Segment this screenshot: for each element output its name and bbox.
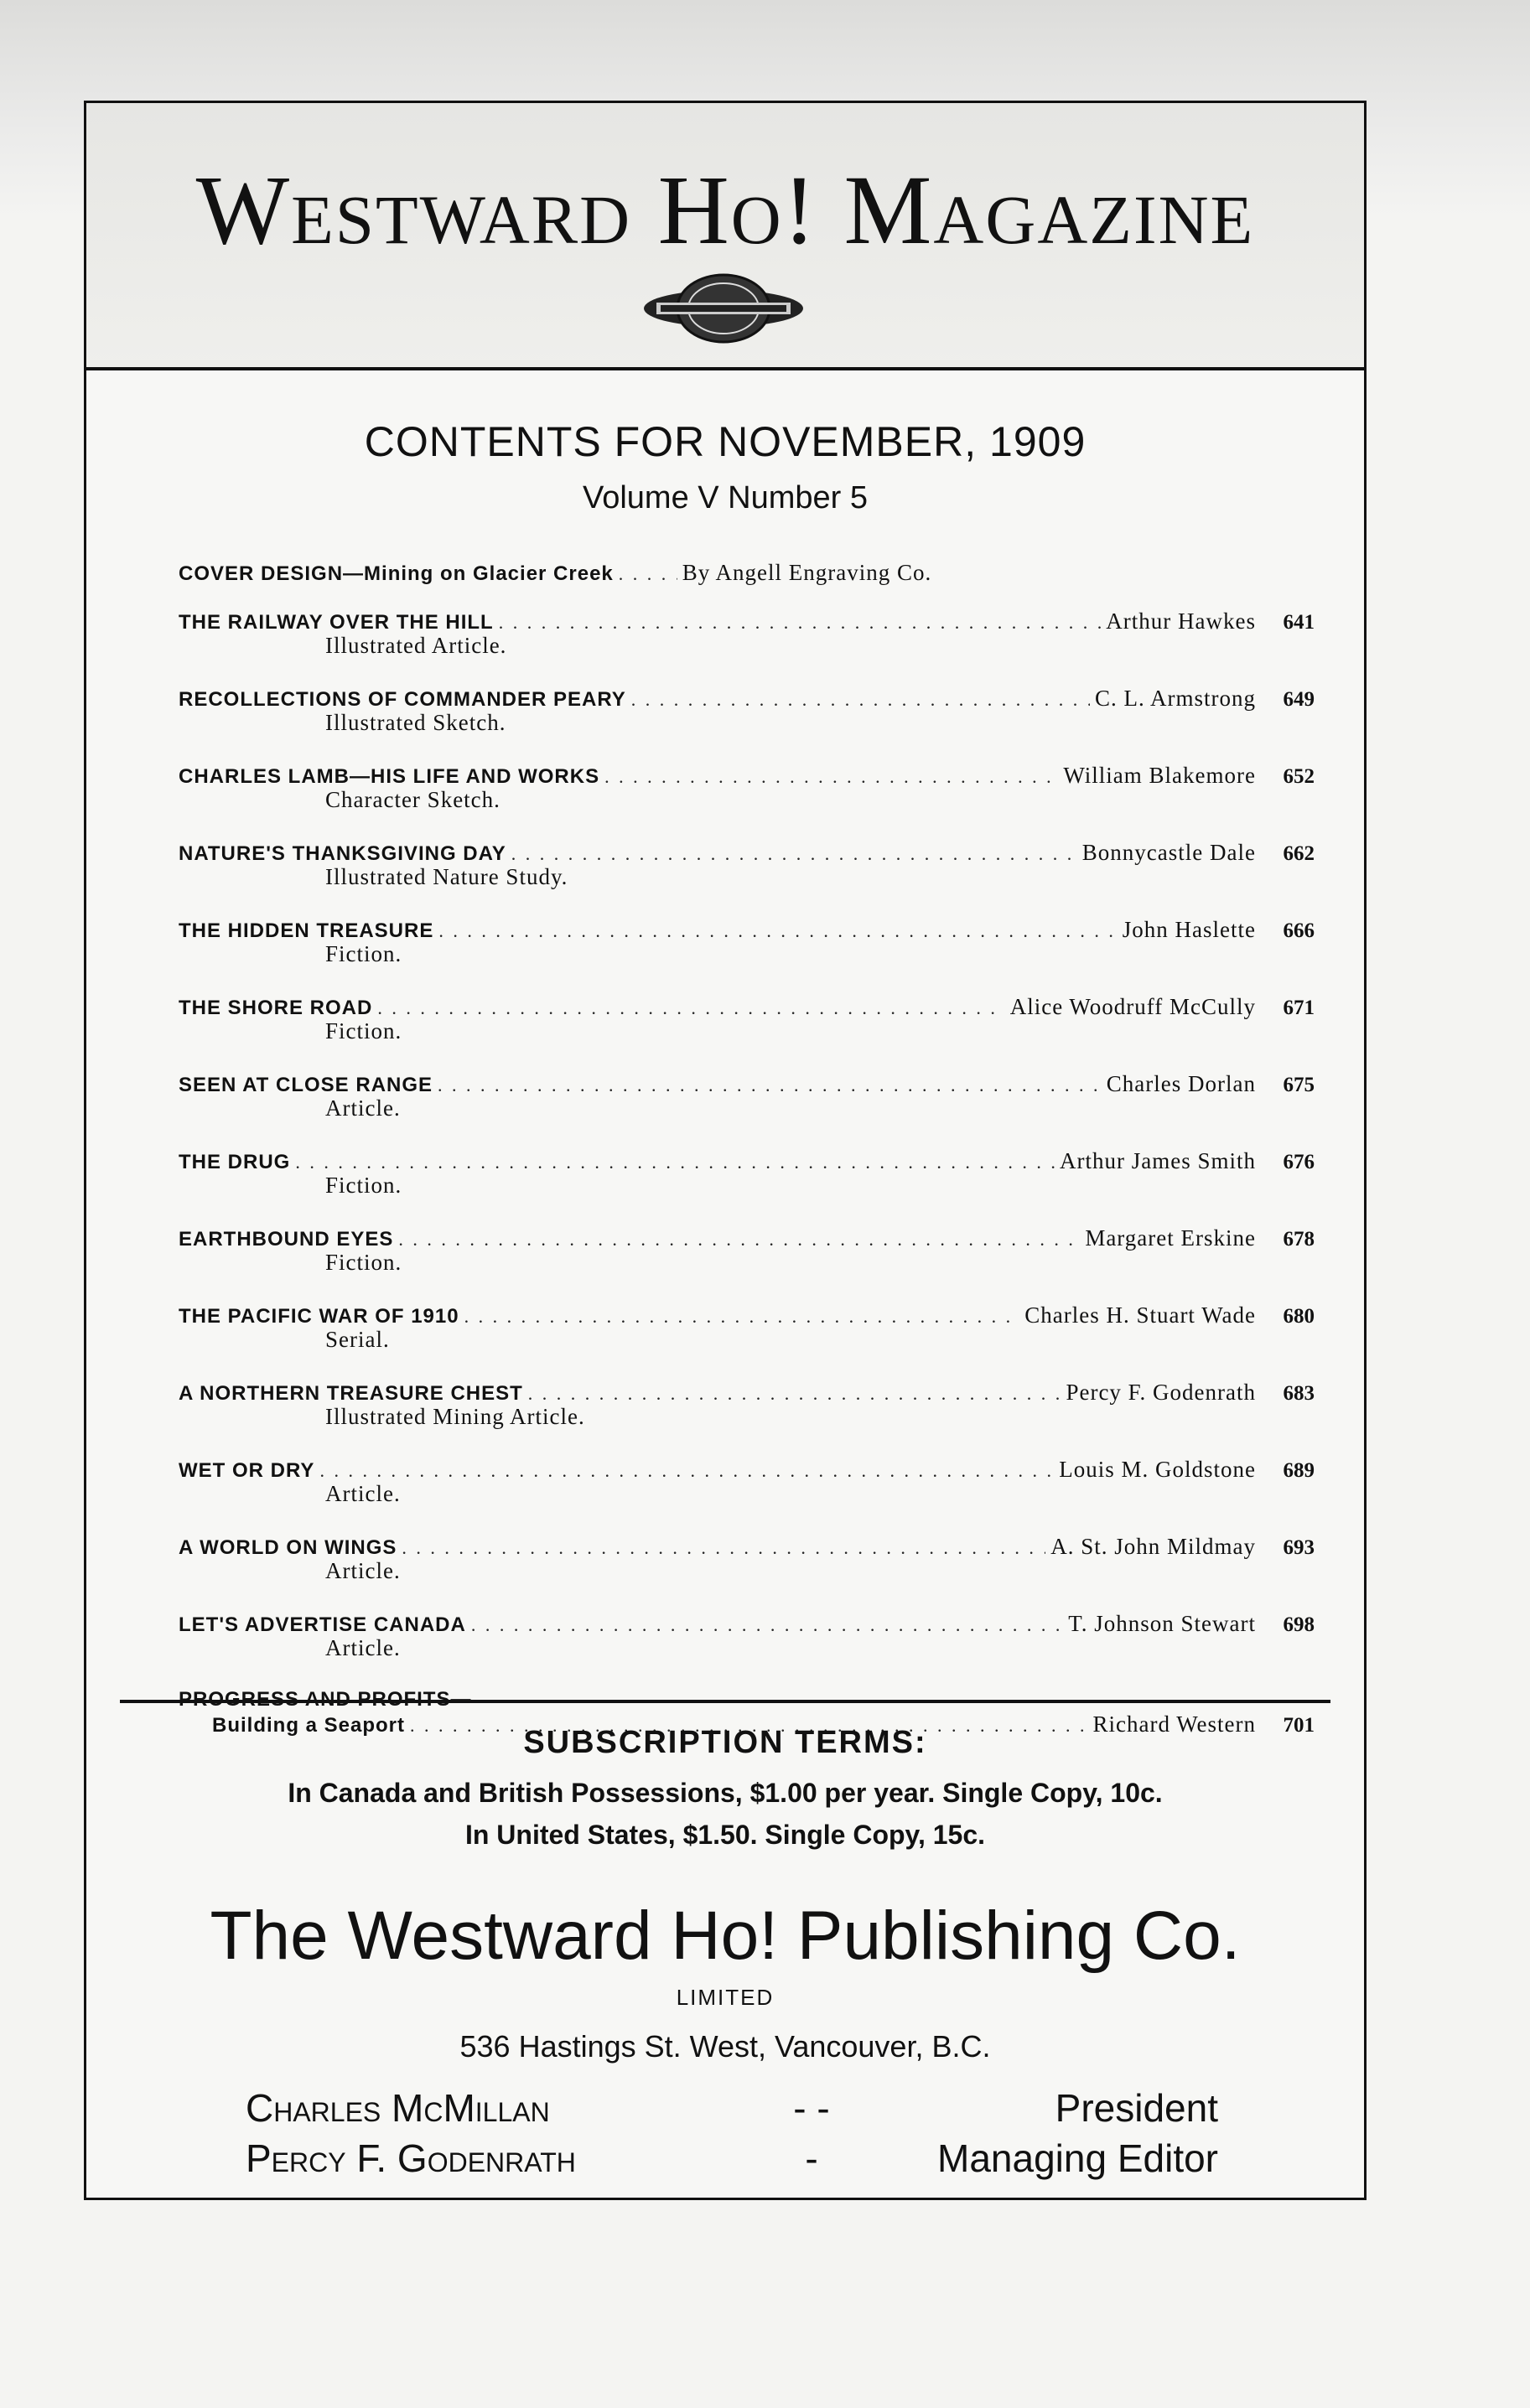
leader-dots [438,1075,1102,1096]
toc-subtitle: Illustrated Article. [325,633,507,658]
toc-page: 689 [1283,1459,1315,1482]
officer-row [246,2085,1218,2131]
toc-title: COVER DESIGN—Mining on Glacier Creek [179,562,614,585]
toc-author: Bonnycastle Dale [1081,840,1256,865]
officer-dash: - [805,2136,818,2180]
toc-title: A NORTHERN TREASURE CHEST [179,1382,523,1405]
toc-page: 662 [1283,842,1315,865]
masthead [86,103,1364,370]
toc-title: THE HIDDEN TREASURE [179,919,434,942]
toc-entry [179,994,1315,1071]
publisher-limited: LIMITED [676,1985,775,2010]
leader-dots [377,997,1004,1019]
toc-title: NATURE'S THANKSGIVING DAY [179,842,506,865]
toc-title: RECOLLECTIONS OF COMMANDER PEARY [179,688,626,711]
leader-dots [464,1306,1020,1328]
subscription-heading: SUBSCRIPTION TERMS: [523,1725,927,1760]
officer-name: Charles McMillan [246,2086,550,2130]
toc-title: WET OR DRY [179,1459,315,1482]
toc-author: Arthur Hawkes [1106,608,1256,634]
toc-entry [179,1380,1315,1457]
toc-page: 683 [1283,1382,1315,1405]
leader-dots [604,766,1058,788]
leader-dots [402,1537,1045,1559]
toc-title: THE PACIFIC WAR OF 1910 [179,1305,459,1328]
toc-title: SEEN AT CLOSE RANGE [179,1074,433,1096]
toc-subtitle: Fiction. [325,1173,402,1198]
toc-entry [179,917,1315,994]
contents-page [84,101,1367,2200]
publisher-name: The Westward Ho! Publishing Co. [210,1898,1241,1974]
leader-dots [295,1152,1055,1173]
toc-title: THE SHORE ROAD [179,997,373,1019]
volume-number: Volume V Number 5 [582,480,869,515]
toc-author: John Haslette [1122,917,1256,942]
leader-dots [511,843,1077,865]
toc-subtitle: Fiction. [325,1018,402,1043]
toc-title: PROGRESS AND PROFITS— [179,1688,472,1711]
toc-subtitle: Illustrated Mining Article. [325,1404,585,1429]
toc-title: A WORLD ON WINGS [179,1536,397,1559]
toc-entry [179,1071,1315,1148]
publisher-address: 536 Hastings St. West, Vancouver, B.C. [459,2029,991,2064]
toc-author: Charles H. Stuart Wade [1024,1302,1256,1328]
leader-dots [528,1383,1061,1405]
toc-entry [179,1457,1315,1534]
toc-subtitle: Illustrated Nature Study. [325,864,568,889]
toc-author: Percy F. Godenrath [1066,1380,1256,1405]
toc-author: T. Johnson Stewart [1068,1611,1256,1636]
toc-title: THE DRUG [179,1151,291,1173]
toc-page: 680 [1283,1305,1315,1328]
officer-role: Managing Editor [937,2136,1218,2180]
leader-dots [499,612,1102,634]
officer-row [246,2136,1218,2181]
leader-dots [438,920,1117,942]
toc-title: EARTHBOUND EYES [179,1228,394,1251]
toc-title: LET'S ADVERTISE CANADA [179,1613,466,1636]
toc-page: 678 [1283,1228,1315,1251]
publisher-emblem-icon [640,271,807,346]
toc-title: CHARLES LAMB—HIS LIFE AND WORKS [179,765,600,788]
toc-subtitle: Character Sketch. [325,787,500,812]
toc-entry [179,1611,1315,1688]
leader-dots [471,1614,1063,1636]
toc-entry [179,1148,1315,1225]
toc-page: 641 [1283,611,1315,634]
toc-author: Richard Western [1092,1711,1256,1737]
toc-entry [179,1225,1315,1302]
toc-author: Charles Dorlan [1106,1071,1256,1096]
leader-dots [398,1229,1080,1251]
table-of-contents [179,560,1315,1765]
toc-entry [179,763,1315,840]
toc-page: 701 [1283,1714,1315,1737]
toc-subtitle: Fiction. [325,941,402,966]
toc-entry [179,686,1315,763]
toc-title: THE RAILWAY OVER THE HILL [179,611,494,634]
leader-dots [319,1460,1054,1482]
toc-page: 676 [1283,1151,1315,1173]
leader-dots [619,563,677,585]
toc-entry [179,840,1315,917]
officer-role: President [1055,2086,1218,2130]
toc-entry [179,560,1315,608]
toc-subtitle: Article. [325,1635,401,1660]
toc-page: 666 [1283,919,1315,942]
toc-subtitle: Article. [325,1481,401,1506]
toc-page: 675 [1283,1074,1315,1096]
toc-author: By Angell Engraving Co. [682,560,932,585]
toc-subtitle: Illustrated Sketch. [325,710,506,735]
subscription-terms-canada: In Canada and British Possessions, $1.00 per year. Single Copy, 10c. [288,1778,1163,1808]
toc-author: Margaret Erskine [1085,1225,1256,1251]
toc-subtitle: Fiction. [325,1250,402,1275]
section-divider [120,1700,1330,1703]
toc-author: William Blakemore [1063,763,1256,788]
toc-author: C. L. Armstrong [1094,686,1256,711]
contents-heading: CONTENTS FOR NOVEMBER, 1909 [364,418,1087,465]
subscription-terms-us: In United States, $1.50. Single Copy, 15c. [464,1820,986,1850]
officer-name: Percy F. Godenrath [246,2136,576,2180]
magazine-title: Westward Ho! Magazine [195,155,1255,265]
toc-subtitle: Article. [325,1095,401,1121]
toc-subtitle: Building a Seaport [212,1714,406,1737]
officer-dash: - - [793,2086,830,2130]
toc-entry [179,608,1315,686]
toc-entry [179,1302,1315,1380]
toc-author: A. St. John Mildmay [1050,1534,1256,1559]
toc-page: 693 [1283,1536,1315,1559]
toc-page: 671 [1283,997,1315,1019]
toc-entry [179,1534,1315,1611]
toc-author: Louis M. Goldstone [1059,1457,1256,1482]
toc-page: 652 [1283,765,1315,788]
toc-author: Arthur James Smith [1060,1148,1256,1173]
toc-page: 698 [1283,1613,1315,1636]
toc-author: Alice Woodruff McCully [1009,994,1256,1019]
toc-page: 649 [1283,688,1315,711]
leader-dots [631,689,1090,711]
toc-subtitle: Article. [325,1558,401,1583]
toc-subtitle: Serial. [325,1327,390,1352]
